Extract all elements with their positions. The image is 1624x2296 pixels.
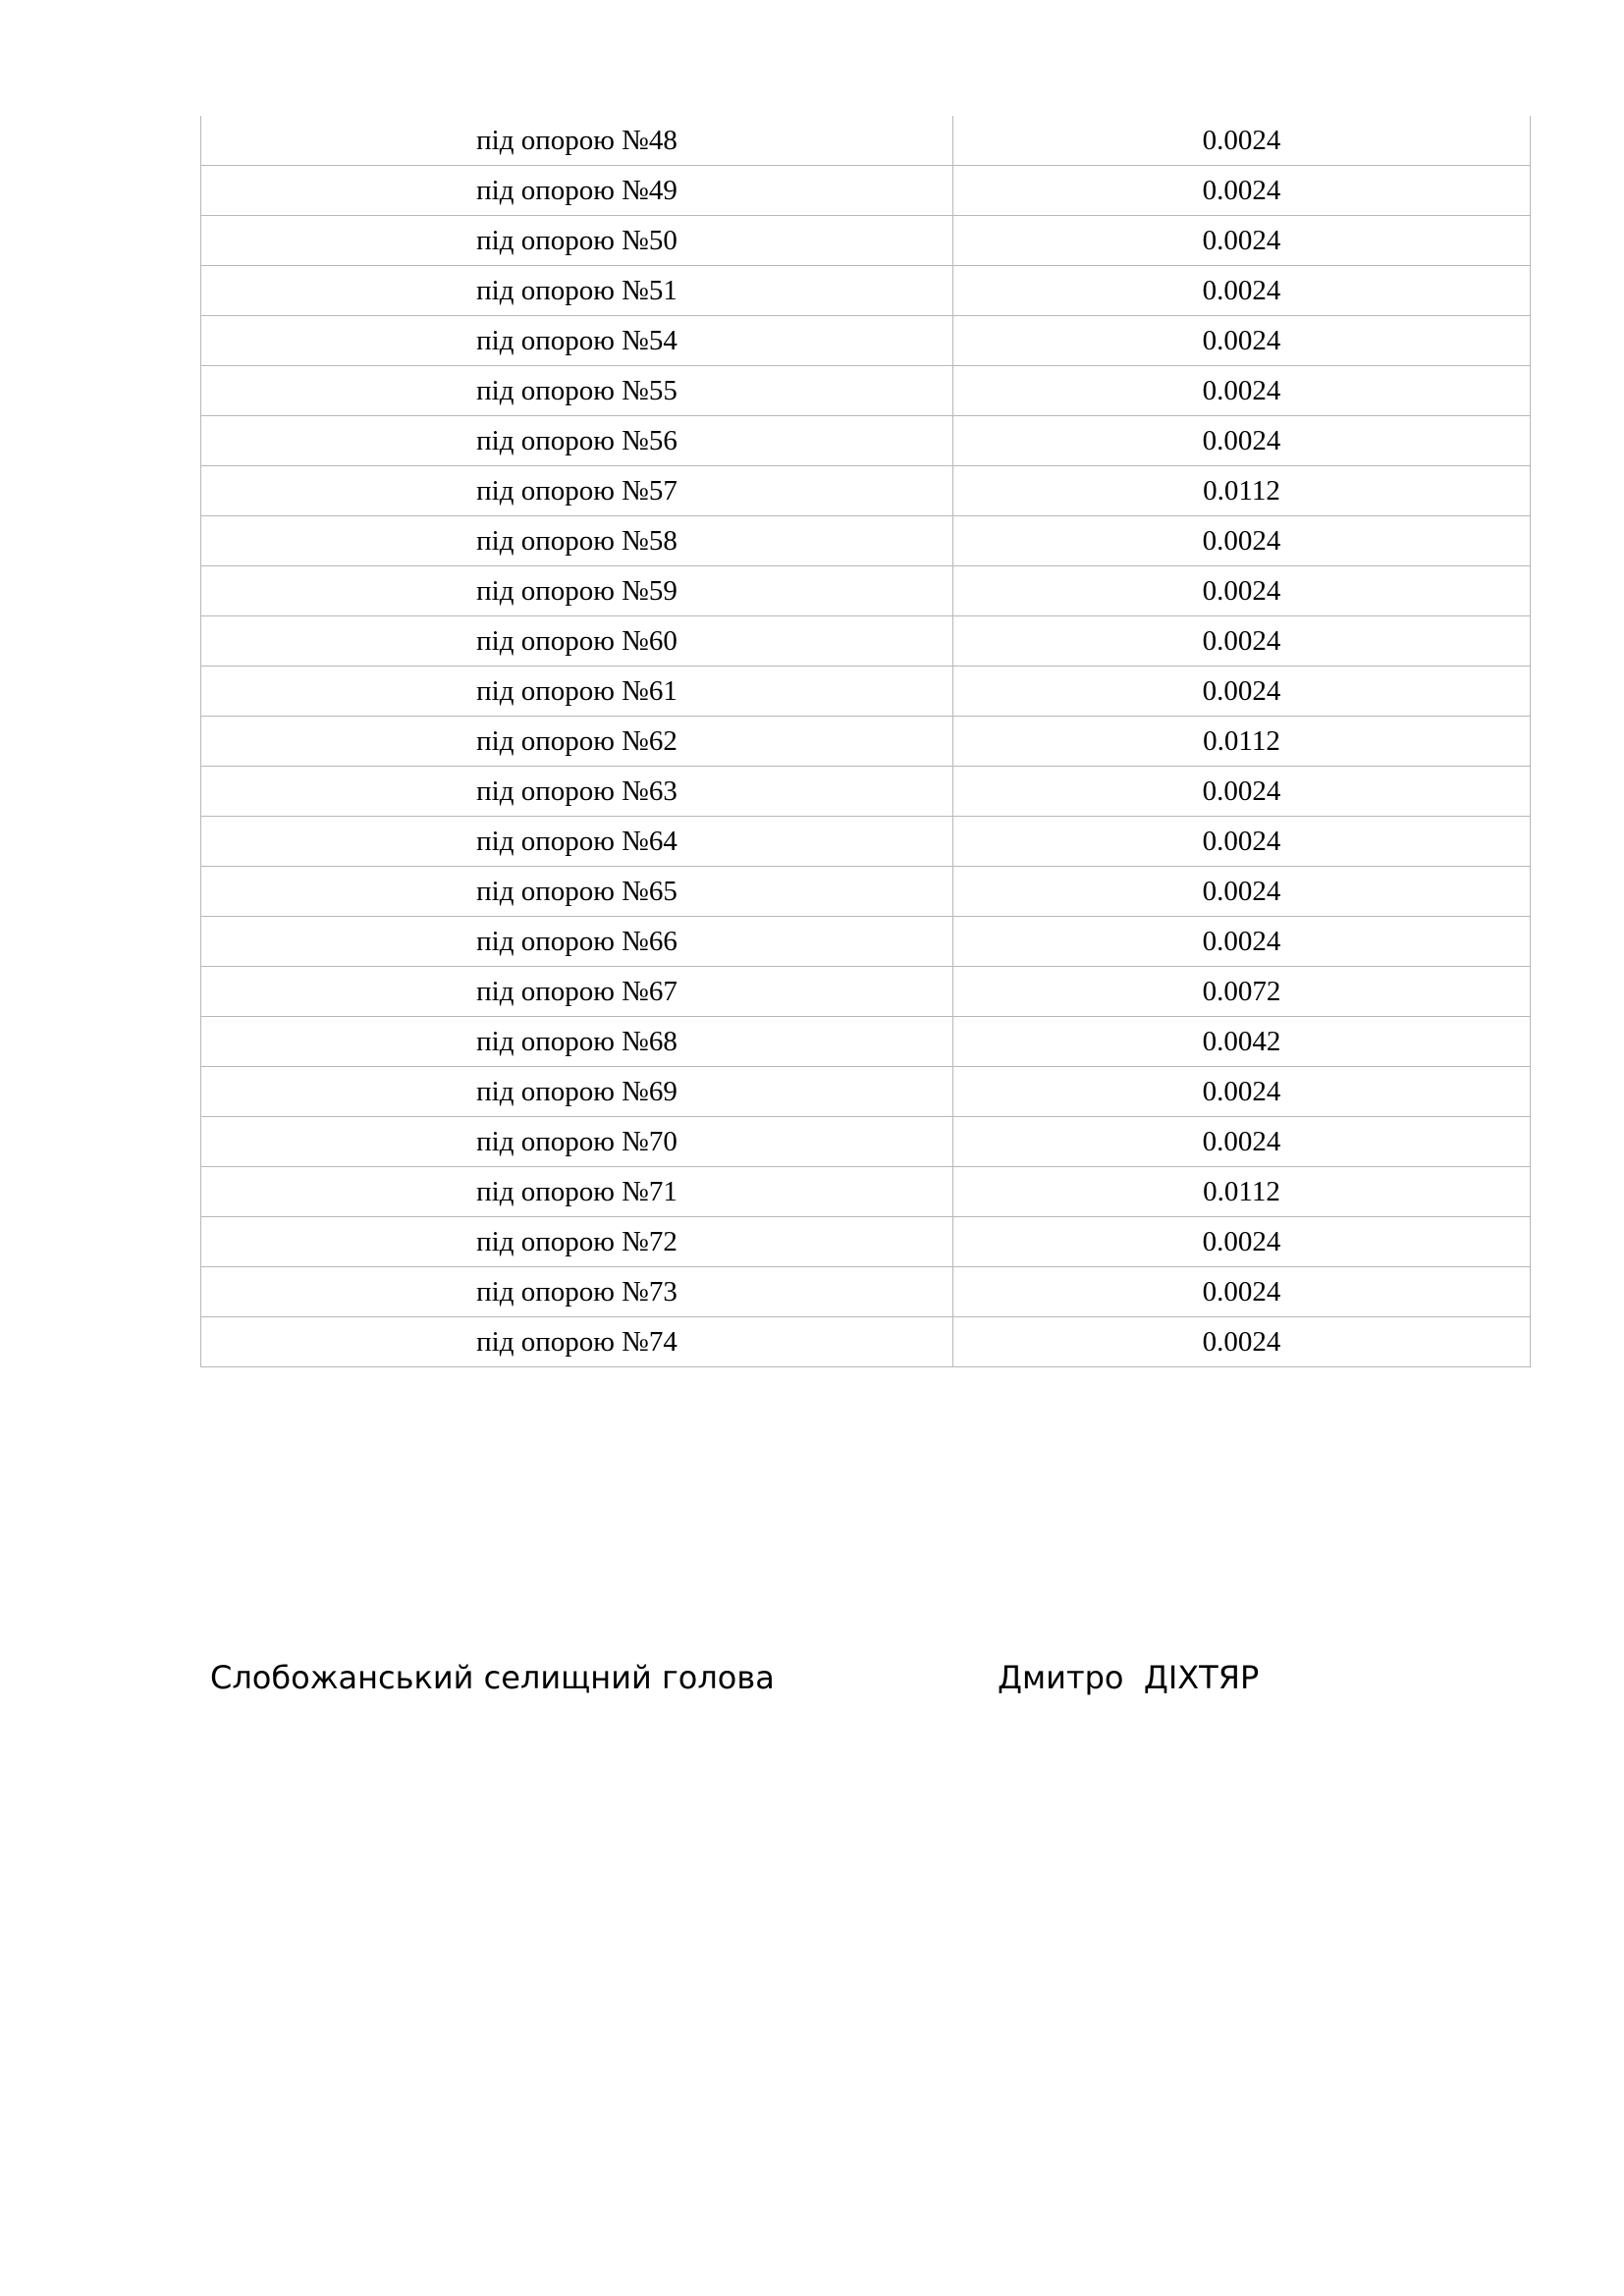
table-row	[201, 1167, 1531, 1217]
area-cell: 0.0024	[953, 1067, 1531, 1117]
table-row	[201, 366, 1531, 416]
location-cell: під опорою №71	[201, 1167, 953, 1217]
location-cell: під опорою №61	[201, 667, 953, 717]
area-cell: 0.0112	[953, 717, 1531, 767]
location-cell: під опорою №57	[201, 466, 953, 516]
table-row	[201, 667, 1531, 717]
area-cell: 0.0024	[953, 116, 1531, 166]
area-cell: 0.0024	[953, 817, 1531, 867]
area-cell: 0.0024	[953, 316, 1531, 366]
area-cell: 0.0024	[953, 266, 1531, 316]
table-row	[201, 1217, 1531, 1267]
area-cell: 0.0112	[953, 1167, 1531, 1217]
location-cell: під опорою №49	[201, 166, 953, 216]
table-body	[201, 116, 1531, 1367]
area-cell: 0.0112	[953, 466, 1531, 516]
table-row	[201, 466, 1531, 516]
location-cell: під опорою №50	[201, 216, 953, 266]
location-cell: під опорою №63	[201, 767, 953, 817]
area-cell: 0.0042	[953, 1017, 1531, 1067]
table-row	[201, 717, 1531, 767]
signatory-name: Дмитро ДІХТЯР	[998, 1659, 1260, 1696]
table-row	[201, 1117, 1531, 1167]
area-cell: 0.0024	[953, 516, 1531, 566]
location-cell: під опорою №60	[201, 616, 953, 667]
table-row	[201, 616, 1531, 667]
area-cell: 0.0024	[953, 767, 1531, 817]
land-plots-table	[200, 116, 1531, 1367]
area-cell: 0.0024	[953, 867, 1531, 917]
location-cell: під опорою №48	[201, 116, 953, 166]
area-cell: 0.0024	[953, 416, 1531, 466]
table-row	[201, 1017, 1531, 1067]
table-row	[201, 1267, 1531, 1317]
signatory-position: Слобожанський селищний голова	[210, 1659, 775, 1696]
table-row	[201, 516, 1531, 566]
location-cell: під опорою №72	[201, 1217, 953, 1267]
area-cell: 0.0024	[953, 1117, 1531, 1167]
table-row	[201, 266, 1531, 316]
location-cell: під опорою №73	[201, 1267, 953, 1317]
area-cell: 0.0024	[953, 166, 1531, 216]
location-cell: під опорою №68	[201, 1017, 953, 1067]
table-row	[201, 316, 1531, 366]
location-cell: під опорою №59	[201, 566, 953, 616]
area-cell: 0.0024	[953, 667, 1531, 717]
area-cell: 0.0024	[953, 216, 1531, 266]
area-cell: 0.0024	[953, 1267, 1531, 1317]
table-row	[201, 166, 1531, 216]
table-row	[201, 1067, 1531, 1117]
location-cell: під опорою №58	[201, 516, 953, 566]
location-cell: під опорою №56	[201, 416, 953, 466]
table-row	[201, 767, 1531, 817]
table-row	[201, 1317, 1531, 1367]
location-cell: під опорою №51	[201, 266, 953, 316]
table-row	[201, 566, 1531, 616]
area-cell: 0.0024	[953, 366, 1531, 416]
location-cell: під опорою №66	[201, 917, 953, 967]
table-row	[201, 116, 1531, 166]
location-cell: під опорою №70	[201, 1117, 953, 1167]
table-row	[201, 917, 1531, 967]
area-cell: 0.0024	[953, 566, 1531, 616]
table-row	[201, 967, 1531, 1017]
location-cell: під опорою №62	[201, 717, 953, 767]
location-cell: під опорою №67	[201, 967, 953, 1017]
area-cell: 0.0024	[953, 1317, 1531, 1367]
location-cell: під опорою №69	[201, 1067, 953, 1117]
location-cell: під опорою №64	[201, 817, 953, 867]
location-cell: під опорою №74	[201, 1317, 953, 1367]
table-row	[201, 867, 1531, 917]
area-cell: 0.0024	[953, 616, 1531, 667]
area-cell: 0.0024	[953, 1217, 1531, 1267]
table-row	[201, 216, 1531, 266]
location-cell: під опорою №54	[201, 316, 953, 366]
table-row	[201, 416, 1531, 466]
area-cell: 0.0024	[953, 917, 1531, 967]
location-cell: під опорою №55	[201, 366, 953, 416]
location-cell: під опорою №65	[201, 867, 953, 917]
table-row	[201, 817, 1531, 867]
area-cell: 0.0072	[953, 967, 1531, 1017]
